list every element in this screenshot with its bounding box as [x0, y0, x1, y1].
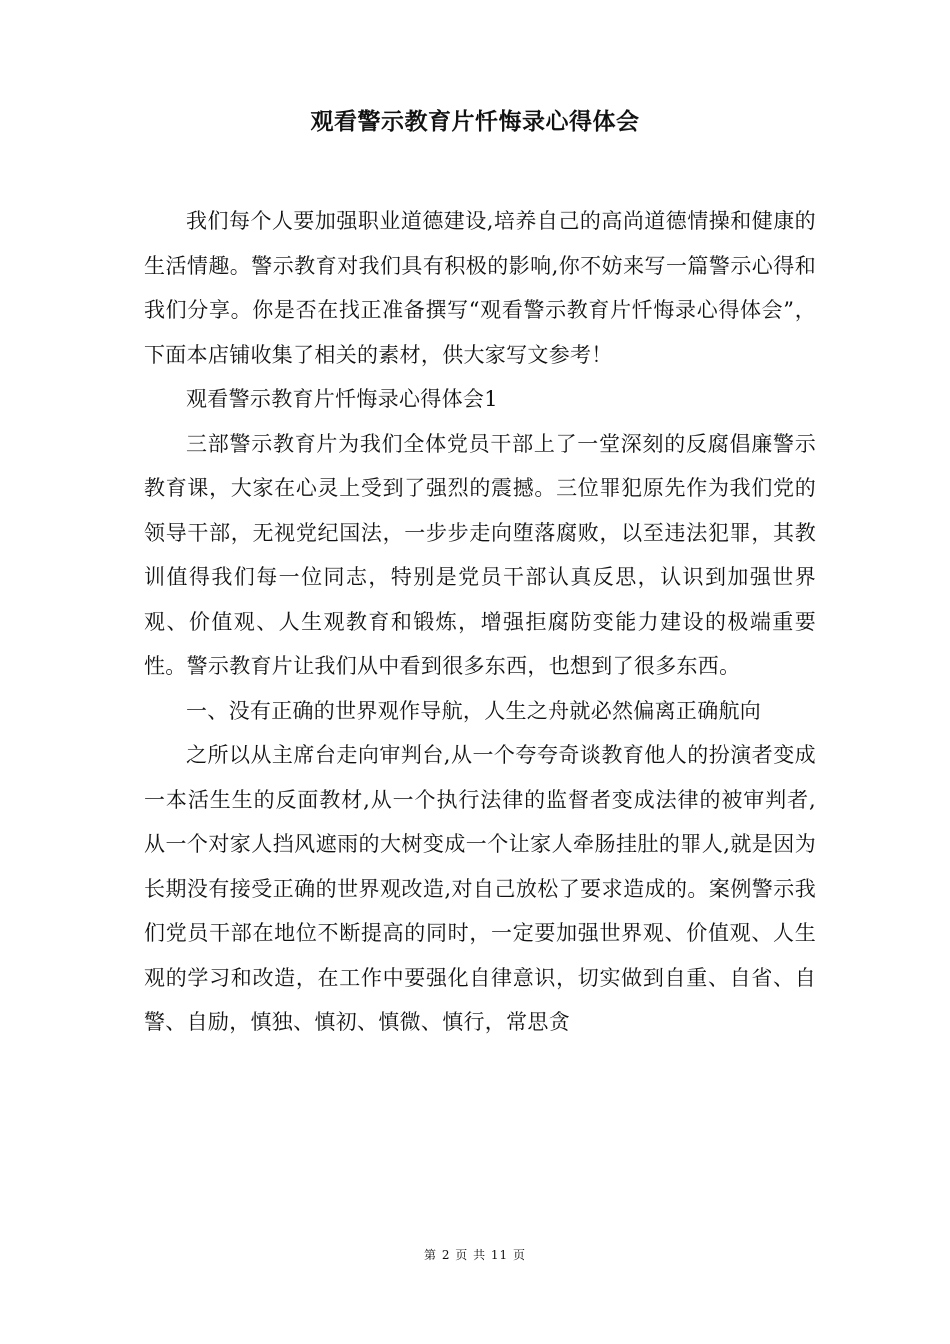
paragraph-section-heading: 一、没有正确的世界观作导航，人生之舟就必然偏离正确航向: [186, 698, 762, 723]
paragraph-body-2: 之所以从主席台走向审判台,从一个夸夸奇谈教育他人的扮演者变成一本活生生的反面教材,从一个执行法律的监督者变成法律的被审判者,从一个对家人挡风遮雨的大树变成一个让家人牵肠挂肚的罪人,就是因为长期没有接受正确的世界观改造,对自己放松了要求造成的。案例警示我们党员干部在地位不断提高的同时，一定要加强世界观、价值观、人生观的学习和改造，在工作中要强化自律意识，切实做到自重、自省、自警、自励，慎独、慎初、慎微、慎行，常思贪: [144, 743, 816, 1034]
paragraph-subheading: 观看警示教育片忏悔录心得体会1: [186, 387, 498, 411]
document-body: [144, 199, 816, 1045]
paragraph-body-1: 三部警示教育片为我们全体党员干部上了一堂深刻的反腐倡廉警示教育课，大家在心灵上受到了强烈的震撼。三位罪犯原先作为我们党的领导干部，无视党纪国法，一步步走向堕落腐败，以至违法犯罪，其教训值得我们每一位同志，特别是党员干部认真反思，认识到加强世界观、价值观、人生观教育和锻炼，增强拒腐防变能力建设的极端重要性。警示教育片让我们从中看到很多东西，也想到了很多东西。: [144, 431, 816, 678]
document-title: 观看警示教育片忏悔录心得体会: [310, 108, 640, 135]
paragraph-intro: 我们每个人要加强职业道德建设,培养自己的高尚道德情操和健康的生活情趣。警示教育对我们具有积极的影响,你不妨来写一篇警示心得和我们分享。你是否在找正准备撰写“观看警示教育片忏悔录心得体会”，下面本店铺收集了相关的素材，供大家写文参考！: [144, 209, 816, 367]
page-footer: 第 2 页 共 11 页: [424, 1248, 526, 1262]
